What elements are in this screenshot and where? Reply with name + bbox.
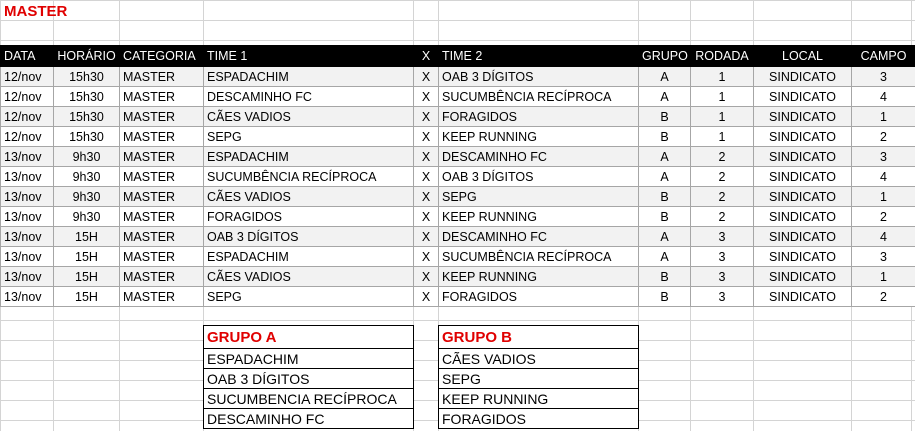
table-cell[interactable]: SEPG	[204, 127, 414, 147]
table-cell[interactable]: SINDICATO	[754, 267, 852, 287]
table-cell[interactable]: A	[639, 67, 691, 87]
table-cell[interactable]: SINDICATO	[754, 247, 852, 267]
table-cell[interactable]: X	[414, 247, 439, 267]
table-cell[interactable]: 12/nov	[1, 107, 54, 127]
column-header[interactable]: RODADA	[691, 46, 754, 67]
table-cell[interactable]: 13/nov	[1, 287, 54, 307]
table-row	[1, 227, 915, 247]
table-cell[interactable]: FORAGIDOS	[439, 287, 639, 307]
table-cell[interactable]: FORAGIDOS	[204, 207, 414, 227]
table-cell[interactable]: X	[414, 267, 439, 287]
table-row	[1, 187, 915, 207]
table-cell[interactable]: 9h30	[54, 167, 120, 187]
grupo-b-title: GRUPO B	[439, 326, 639, 349]
table-cell[interactable]: SINDICATO	[754, 87, 852, 107]
table-cell[interactable]: SINDICATO	[754, 227, 852, 247]
table-cell[interactable]: 12/nov	[1, 67, 54, 87]
group-team-row	[204, 349, 414, 369]
table-cell[interactable]: OAB 3 DÍGITOS	[204, 227, 414, 247]
table-cell[interactable]: MASTER	[120, 67, 204, 87]
table-cell[interactable]: SEPG	[204, 287, 414, 307]
sheet-title: MASTER	[4, 3, 68, 20]
table-row	[1, 267, 915, 287]
group-team-row	[439, 369, 639, 389]
column-header[interactable]: LOCAL	[754, 46, 852, 67]
table-cell[interactable]: 1	[691, 67, 754, 87]
table-cell[interactable]: B	[639, 267, 691, 287]
table-cell[interactable]: 1	[852, 187, 915, 207]
column-header[interactable]: CAMPO	[852, 46, 915, 67]
table-cell[interactable]: SUCUMBÊNCIA RECÍPROCA	[204, 167, 414, 187]
table-cell[interactable]: B	[639, 207, 691, 227]
table-cell[interactable]: 13/nov	[1, 147, 54, 167]
table-cell[interactable]: X	[414, 147, 439, 167]
table-row	[1, 107, 915, 127]
table-cell[interactable]: SINDICATO	[754, 67, 852, 87]
table-cell[interactable]: MASTER	[120, 87, 204, 107]
table-cell[interactable]: 15H	[54, 227, 120, 247]
column-header[interactable]: CATEGORIA	[120, 46, 204, 67]
table-cell[interactable]: 13/nov	[1, 247, 54, 267]
group-team-cell[interactable]: CÃES VADIOS	[439, 349, 639, 369]
table-cell[interactable]: MASTER	[120, 147, 204, 167]
table-cell[interactable]: SINDICATO	[754, 187, 852, 207]
table-row	[1, 87, 915, 107]
table-cell[interactable]: 12/nov	[1, 87, 54, 107]
table-cell[interactable]: ESPADACHIM	[204, 67, 414, 87]
table-cell[interactable]: MASTER	[120, 167, 204, 187]
table-cell[interactable]: SUCUMBÊNCIA RECÍPROCA	[439, 247, 639, 267]
table-cell[interactable]: 1	[691, 107, 754, 127]
table-cell[interactable]: A	[639, 167, 691, 187]
table-row	[1, 207, 915, 227]
group-team-cell[interactable]: FORAGIDOS	[439, 409, 639, 429]
table-row	[1, 167, 915, 187]
group-team-row	[204, 409, 414, 429]
table-cell[interactable]: MASTER	[120, 267, 204, 287]
table-cell[interactable]: 13/nov	[1, 207, 54, 227]
table-cell[interactable]: SINDICATO	[754, 107, 852, 127]
table-cell[interactable]: A	[639, 147, 691, 167]
table-row	[1, 147, 915, 167]
table-cell[interactable]: MASTER	[120, 127, 204, 147]
column-header[interactable]: X	[414, 46, 439, 67]
table-row	[1, 127, 915, 147]
column-header[interactable]: TIME 1	[204, 46, 414, 67]
table-cell[interactable]: DESCAMINHO FC	[204, 87, 414, 107]
table-cell[interactable]: 15h30	[54, 127, 120, 147]
table-cell[interactable]: 3	[691, 287, 754, 307]
table-row	[1, 67, 915, 87]
table-cell[interactable]: B	[639, 287, 691, 307]
group-team-cell[interactable]: KEEP RUNNING	[439, 389, 639, 409]
table-cell[interactable]: 2	[852, 207, 915, 227]
table-cell[interactable]: 9h30	[54, 207, 120, 227]
table-cell[interactable]: ESPADACHIM	[204, 147, 414, 167]
table-cell[interactable]: 15h30	[54, 67, 120, 87]
table-cell[interactable]: 1	[852, 267, 915, 287]
table-cell[interactable]: 15H	[54, 247, 120, 267]
table-cell[interactable]: X	[414, 107, 439, 127]
table-cell[interactable]: 15H	[54, 267, 120, 287]
group-team-row	[439, 409, 639, 429]
table-cell[interactable]: B	[639, 187, 691, 207]
table-cell[interactable]: KEEP RUNNING	[439, 267, 639, 287]
table-cell[interactable]: 2	[691, 207, 754, 227]
table-cell[interactable]: 3	[691, 247, 754, 267]
header-row	[1, 46, 915, 67]
table-cell[interactable]: B	[639, 107, 691, 127]
table-cell[interactable]: SINDICATO	[754, 287, 852, 307]
table-cell[interactable]: CÃES VADIOS	[204, 267, 414, 287]
table-cell[interactable]: 1	[852, 107, 915, 127]
table-cell[interactable]: MASTER	[120, 287, 204, 307]
table-cell[interactable]: DESCAMINHO FC	[439, 227, 639, 247]
table-cell[interactable]: SINDICATO	[754, 127, 852, 147]
table-cell[interactable]: MASTER	[120, 107, 204, 127]
group-team-cell[interactable]: OAB 3 DÍGITOS	[204, 369, 414, 389]
table-cell[interactable]: X	[414, 227, 439, 247]
table-cell[interactable]: 15h30	[54, 107, 120, 127]
table-cell[interactable]: X	[414, 207, 439, 227]
table-cell[interactable]: A	[639, 247, 691, 267]
table-cell[interactable]: MASTER	[120, 187, 204, 207]
table-row	[1, 247, 915, 267]
table-cell[interactable]: OAB 3 DÍGITOS	[439, 167, 639, 187]
group-team-cell[interactable]: ESPADACHIM	[204, 349, 414, 369]
table-cell[interactable]: 4	[852, 227, 915, 247]
group-team-row	[439, 389, 639, 409]
group-team-cell[interactable]: DESCAMINHO FC	[204, 409, 414, 429]
games-table	[0, 45, 915, 307]
table-cell[interactable]: 3	[852, 147, 915, 167]
table-cell[interactable]: 13/nov	[1, 187, 54, 207]
table-cell[interactable]: 1	[691, 87, 754, 107]
table-cell[interactable]: ESPADACHIM	[204, 247, 414, 267]
table-cell[interactable]: 3	[691, 267, 754, 287]
table-cell[interactable]: 3	[852, 67, 915, 87]
table-cell[interactable]: OAB 3 DÍGITOS	[439, 67, 639, 87]
table-cell[interactable]: A	[639, 227, 691, 247]
table-cell[interactable]: 15H	[54, 287, 120, 307]
column-header[interactable]: HORÁRIO	[54, 46, 120, 67]
group-team-row	[204, 389, 414, 409]
table-cell[interactable]: SINDICATO	[754, 207, 852, 227]
table-cell[interactable]: CÃES VADIOS	[204, 187, 414, 207]
table-cell[interactable]: 2	[691, 187, 754, 207]
table-cell[interactable]: 12/nov	[1, 127, 54, 147]
group-team-row	[204, 369, 414, 389]
table-cell[interactable]: X	[414, 127, 439, 147]
table-cell[interactable]: MASTER	[120, 227, 204, 247]
table-cell[interactable]: SUCUMBÊNCIA RECÍPROCA	[439, 87, 639, 107]
table-cell[interactable]: 2	[852, 287, 915, 307]
table-cell[interactable]: 1	[691, 127, 754, 147]
table-cell[interactable]: 2	[691, 147, 754, 167]
table-cell[interactable]: 3	[691, 227, 754, 247]
table-cell[interactable]: CÃES VADIOS	[204, 107, 414, 127]
column-header[interactable]: DATA	[1, 46, 54, 67]
table-cell[interactable]: B	[639, 127, 691, 147]
table-cell[interactable]: SEPG	[439, 187, 639, 207]
table-cell[interactable]: X	[414, 87, 439, 107]
table-cell[interactable]: 15h30	[54, 87, 120, 107]
table-cell[interactable]: MASTER	[120, 207, 204, 227]
table-cell[interactable]: X	[414, 287, 439, 307]
table-cell[interactable]: MASTER	[120, 247, 204, 267]
table-cell[interactable]: 3	[852, 247, 915, 267]
table-row	[1, 287, 915, 307]
table-cell[interactable]: SINDICATO	[754, 167, 852, 187]
group-team-row	[439, 349, 639, 369]
column-header[interactable]: GRUPO	[639, 46, 691, 67]
table-cell[interactable]: 13/nov	[1, 167, 54, 187]
table-cell[interactable]: DESCAMINHO FC	[439, 147, 639, 167]
group-team-cell[interactable]: SEPG	[439, 369, 639, 389]
table-cell[interactable]: 2	[691, 167, 754, 187]
games-body	[1, 67, 915, 307]
group-team-cell[interactable]: SUCUMBENCIA RECÍPROCA	[204, 389, 414, 409]
table-cell[interactable]: FORAGIDOS	[439, 107, 639, 127]
table-cell[interactable]: 9h30	[54, 147, 120, 167]
table-cell[interactable]: 4	[852, 87, 915, 107]
table-cell[interactable]: A	[639, 87, 691, 107]
grupo-b-table	[438, 325, 639, 429]
table-cell[interactable]: SINDICATO	[754, 147, 852, 167]
table-cell[interactable]: 9h30	[54, 187, 120, 207]
grupo-a-title: GRUPO A	[204, 326, 414, 349]
column-header[interactable]: TIME 2	[439, 46, 639, 67]
table-cell[interactable]: 2	[852, 127, 915, 147]
table-cell[interactable]: 13/nov	[1, 227, 54, 247]
table-cell[interactable]: 13/nov	[1, 267, 54, 287]
table-cell[interactable]: X	[414, 67, 439, 87]
table-cell[interactable]: 4	[852, 167, 915, 187]
table-cell[interactable]: X	[414, 167, 439, 187]
table-cell[interactable]: X	[414, 187, 439, 207]
grupo-a-table	[203, 325, 414, 429]
table-cell[interactable]: KEEP RUNNING	[439, 127, 639, 147]
table-cell[interactable]: KEEP RUNNING	[439, 207, 639, 227]
